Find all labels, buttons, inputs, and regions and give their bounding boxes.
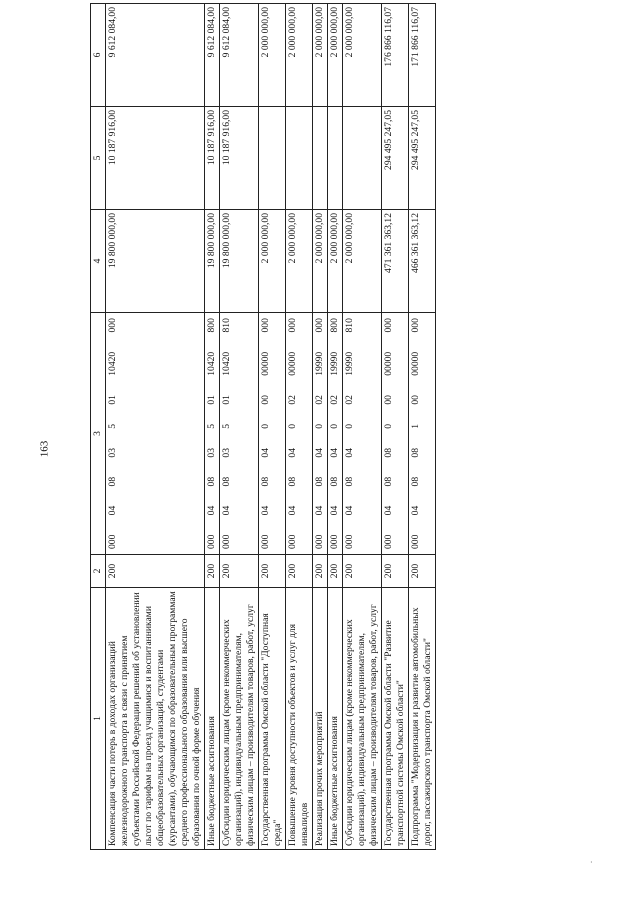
row-sum-col6: 171 866 116,07	[408, 4, 435, 107]
row-code: 200	[219, 555, 258, 588]
row-sum-col4: 2 000 000,00	[327, 210, 342, 313]
table-row	[408, 4, 435, 850]
kbk-part: 00000	[409, 351, 421, 376]
row-name: Иные бюджетные ассигнования	[204, 588, 219, 850]
header-col-5: 5	[91, 107, 106, 210]
header-col-3: 3	[91, 313, 106, 555]
scan-mark: ·	[590, 858, 593, 867]
kbk-part: 00000	[259, 351, 271, 376]
kbk-part: 03	[205, 447, 217, 458]
kbk-part: 04	[328, 505, 340, 516]
row-name: Реализация прочих мероприятий	[312, 588, 327, 850]
table-row	[258, 4, 285, 850]
kbk-part: 02	[343, 395, 355, 405]
row-sum-col4: 19 800 000,00	[219, 210, 258, 313]
kbk-part: 04	[313, 505, 325, 516]
kbk-code	[383, 316, 395, 551]
kbk-part: 000	[220, 534, 232, 549]
row-kbk	[408, 313, 435, 555]
row-sum-col6: 2 000 000,00	[327, 4, 342, 107]
page-number: 163	[38, 440, 51, 458]
row-sum-col6: 2 000 000,00	[342, 4, 381, 107]
kbk-part: 000	[409, 318, 421, 333]
kbk-part: 04	[409, 505, 421, 516]
row-kbk	[342, 313, 381, 555]
kbk-part: 08	[343, 476, 355, 487]
kbk-part: 08	[382, 476, 394, 487]
table-row	[327, 4, 342, 850]
kbk-part: 08	[409, 476, 421, 487]
row-name: Субсидии юридическим лицам (кроме некоммерческих организаций), индивидуальным предпринимателям, физическим лицам – производителям товаров, работ, услуг	[342, 588, 381, 850]
row-sum-col6: 9 612 084,00	[105, 4, 204, 107]
table-row	[312, 4, 327, 850]
row-kbk	[381, 313, 408, 555]
kbk-part: 08	[313, 476, 325, 487]
row-name: Повышение уровня доступности объектов и услуг для инвалидов	[285, 588, 312, 850]
row-sum-col5: 10 187 916,00	[204, 107, 219, 210]
row-sum-col4: 2 000 000,00	[312, 210, 327, 313]
kbk-part: 10420	[220, 351, 232, 376]
kbk-part: 5	[220, 423, 232, 429]
row-sum-col6: 2 000 000,00	[258, 4, 285, 107]
kbk-part: 000	[409, 534, 421, 549]
kbk-part: 19990	[328, 351, 340, 376]
header-col-2: 2	[91, 555, 106, 588]
row-code: 200	[327, 555, 342, 588]
kbk-part: 0	[259, 423, 271, 429]
row-kbk	[258, 313, 285, 555]
kbk-part: 00	[259, 395, 271, 405]
kbk-code	[206, 316, 218, 551]
kbk-part: 19990	[343, 351, 355, 376]
kbk-part: 000	[313, 318, 325, 333]
kbk-part: 04	[106, 505, 118, 516]
row-code: 200	[105, 555, 204, 588]
kbk-part: 0	[343, 423, 355, 429]
kbk-part: 000	[259, 534, 271, 549]
kbk-part: 10420	[106, 351, 118, 376]
kbk-part: 02	[313, 395, 325, 405]
header-col-1: 1	[91, 588, 106, 850]
kbk-part: 08	[259, 476, 271, 487]
row-sum-col4: 471 361 363,12	[381, 210, 408, 313]
kbk-part: 0	[286, 423, 298, 429]
kbk-part: 08	[106, 476, 118, 487]
kbk-part: 0	[328, 423, 340, 429]
kbk-part: 800	[205, 318, 217, 333]
kbk-part: 04	[259, 447, 271, 458]
kbk-code	[314, 316, 326, 551]
kbk-part: 10420	[205, 351, 217, 376]
kbk-part: 01	[220, 395, 232, 405]
row-name: Подпрограмма "Модернизация и развитие автомобильных дорог, пассажирского транспорта Омской области"	[408, 588, 435, 850]
table-row	[381, 4, 408, 850]
kbk-part: 02	[286, 395, 298, 405]
kbk-part: 08	[328, 476, 340, 487]
row-kbk	[204, 313, 219, 555]
kbk-part: 000	[382, 534, 394, 549]
table-body	[105, 4, 435, 850]
kbk-part: 000	[286, 534, 298, 549]
row-code: 200	[381, 555, 408, 588]
kbk-part: 04	[259, 505, 271, 516]
row-sum-col4: 466 361 363,12	[408, 210, 435, 313]
kbk-part: 800	[328, 318, 340, 333]
kbk-part: 000	[382, 318, 394, 333]
kbk-part: 08	[205, 476, 217, 487]
kbk-part: 00	[409, 395, 421, 405]
row-sum-col5	[312, 107, 327, 210]
row-sum-col5	[327, 107, 342, 210]
kbk-part: 000	[106, 318, 118, 333]
kbk-part: 5	[205, 423, 217, 429]
kbk-part: 810	[220, 318, 232, 333]
kbk-part: 0	[382, 423, 394, 429]
row-sum-col5: 10 187 916,00	[105, 107, 204, 210]
row-name: Субсидии юридическим лицам (кроме некоммерческих организаций), индивидуальным предпринимателям, физическим лицам – производителям товаров, работ, услуг	[219, 588, 258, 850]
kbk-part: 04	[286, 505, 298, 516]
row-sum-col6: 2 000 000,00	[285, 4, 312, 107]
kbk-part: 03	[106, 447, 118, 458]
row-sum-col6: 9 612 084,00	[219, 4, 258, 107]
kbk-code	[287, 316, 299, 551]
kbk-part: 000	[313, 534, 325, 549]
row-sum-col6: 9 612 084,00	[204, 4, 219, 107]
row-name: Государственная программа Омской области "Развитие транспортной системы Омской области"	[381, 588, 408, 850]
kbk-part: 810	[343, 318, 355, 333]
kbk-part: 000	[286, 318, 298, 333]
row-code: 200	[342, 555, 381, 588]
row-sum-col4: 2 000 000,00	[258, 210, 285, 313]
row-sum-col4: 2 000 000,00	[285, 210, 312, 313]
kbk-code	[107, 316, 119, 551]
row-sum-col5: 294 495 247,05	[381, 107, 408, 210]
kbk-part: 08	[286, 476, 298, 487]
kbk-part: 00000	[286, 351, 298, 376]
kbk-part: 000	[259, 318, 271, 333]
row-code: 200	[258, 555, 285, 588]
kbk-part: 01	[106, 395, 118, 405]
row-sum-col6: 176 866 116,07	[381, 4, 408, 107]
kbk-part: 04	[286, 447, 298, 458]
kbk-code	[329, 316, 341, 551]
kbk-code	[410, 316, 422, 551]
kbk-part: 03	[220, 447, 232, 458]
table-row	[219, 4, 258, 850]
row-kbk	[105, 313, 204, 555]
row-code: 200	[408, 555, 435, 588]
kbk-part: 02	[328, 395, 340, 405]
kbk-part: 01	[205, 395, 217, 405]
row-kbk	[312, 313, 327, 555]
row-sum-col5	[258, 107, 285, 210]
row-sum-col4: 19 800 000,00	[204, 210, 219, 313]
kbk-code	[260, 316, 272, 551]
row-sum-col5: 10 187 916,00	[219, 107, 258, 210]
row-kbk	[285, 313, 312, 555]
kbk-part: 5	[106, 423, 118, 429]
row-sum-col6: 2 000 000,00	[312, 4, 327, 107]
budget-table	[90, 3, 436, 850]
row-code: 200	[204, 555, 219, 588]
kbk-part: 08	[220, 476, 232, 487]
row-name: Компенсация части потерь в доходах организаций железнодорожного транспорта в связи с принятием субъектами Российской Федерации решений об установлении льгот по тарифам на проезд учащимися и воспитанниками общеобразовательных организаций, студентами (курсантами), обучающимся по образовательным программам среднего профессионального образования или высшего образования по очной форме обучения	[105, 588, 204, 850]
kbk-part: 000	[106, 534, 118, 549]
row-code: 200	[285, 555, 312, 588]
kbk-part: 19990	[313, 351, 325, 376]
kbk-part: 04	[313, 447, 325, 458]
table-row	[342, 4, 381, 850]
rotated-table-container	[90, 7, 545, 850]
kbk-part: 000	[205, 534, 217, 549]
kbk-part: 00000	[382, 351, 394, 376]
kbk-part: 04	[205, 505, 217, 516]
kbk-part: 000	[343, 534, 355, 549]
table-row	[105, 4, 204, 850]
kbk-part: 0	[313, 423, 325, 429]
kbk-part: 00	[382, 395, 394, 405]
header-col-6: 6	[91, 4, 106, 107]
row-kbk	[327, 313, 342, 555]
kbk-part: 04	[343, 505, 355, 516]
kbk-part: 000	[328, 534, 340, 549]
kbk-part: 04	[343, 447, 355, 458]
row-name: Иные бюджетные ассигнования	[327, 588, 342, 850]
kbk-part: 04	[328, 447, 340, 458]
header-col-4: 4	[91, 210, 106, 313]
kbk-part: 08	[409, 447, 421, 458]
kbk-part: 04	[382, 505, 394, 516]
row-name: Государственная программа Омской области "Доступная среда"	[258, 588, 285, 850]
table-row	[204, 4, 219, 850]
kbk-code	[344, 316, 356, 551]
kbk-part: 1	[409, 423, 421, 429]
row-sum-col4: 19 800 000,00	[105, 210, 204, 313]
kbk-part: 08	[382, 447, 394, 458]
header-row	[91, 4, 106, 850]
row-sum-col4: 2 000 000,00	[342, 210, 381, 313]
kbk-part: 04	[220, 505, 232, 516]
kbk-code	[221, 316, 233, 551]
row-sum-col5	[285, 107, 312, 210]
row-code: 200	[312, 555, 327, 588]
row-sum-col5	[342, 107, 381, 210]
row-kbk	[219, 313, 258, 555]
table-row	[285, 4, 312, 850]
row-sum-col5: 294 495 247,05	[408, 107, 435, 210]
